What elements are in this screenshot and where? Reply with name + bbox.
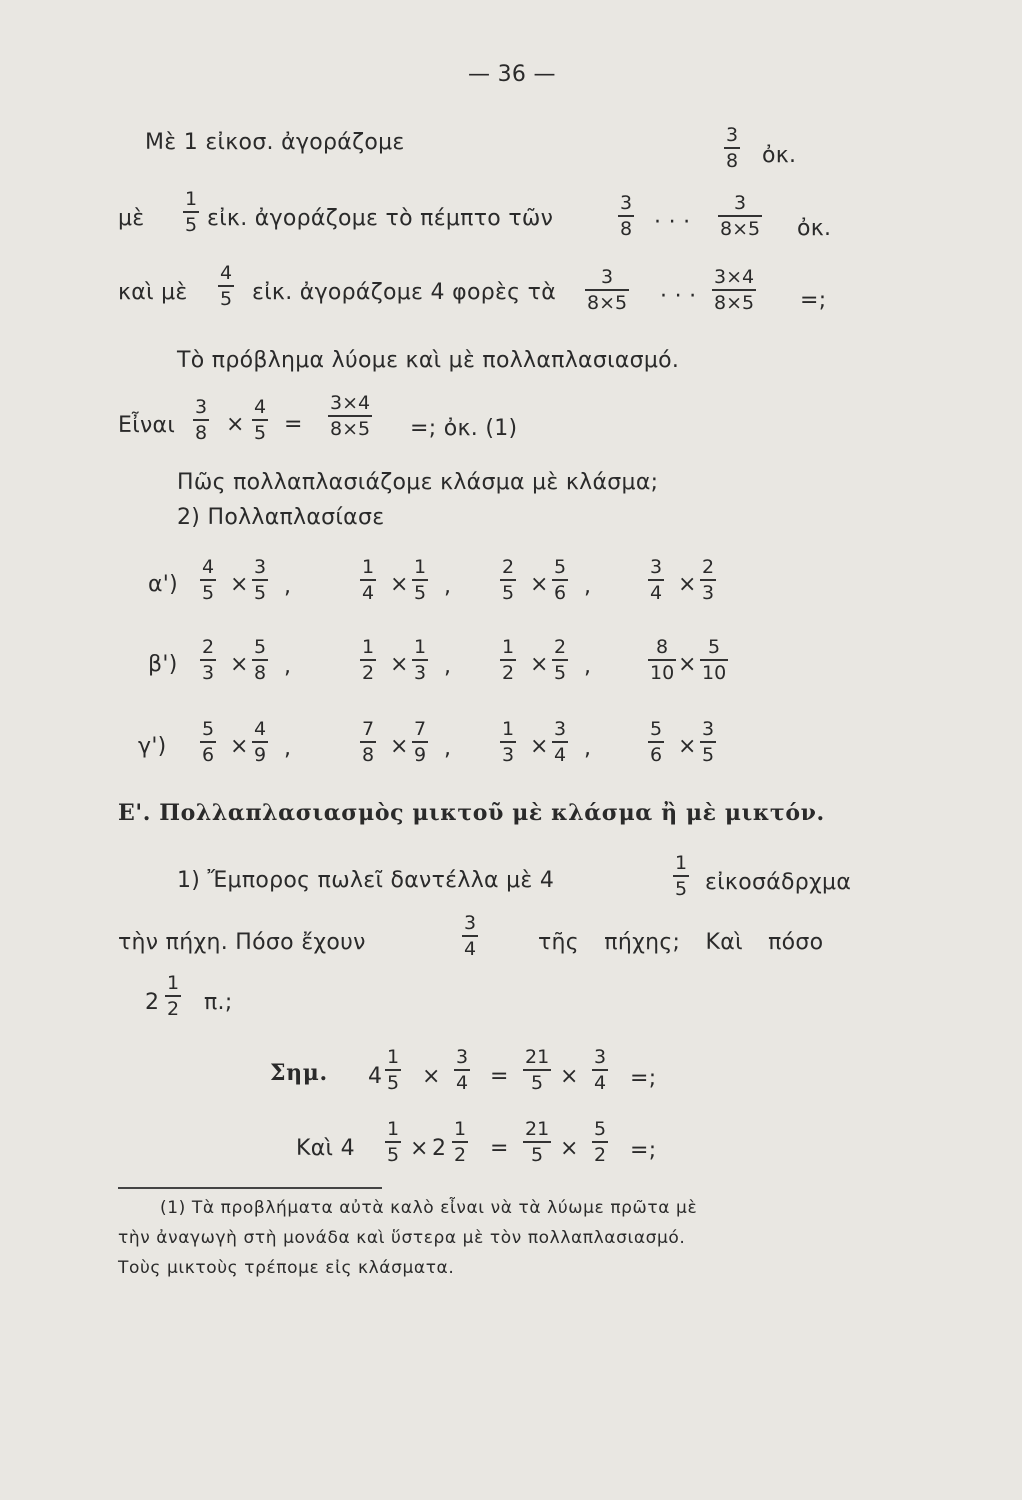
text-line-5-start: Εἶναι — [118, 413, 176, 438]
fraction — [385, 1046, 401, 1094]
denominator: 8×5 — [720, 217, 761, 240]
denominator: 5 — [531, 1143, 544, 1166]
denominator: 4 — [456, 1071, 469, 1094]
fraction — [592, 1046, 608, 1094]
text-line-3: εἰκ. ἀγοράζομε 4 φορὲς τὰ — [252, 280, 557, 305]
numerator: 1 — [362, 636, 375, 658]
numerator: 4 — [254, 718, 267, 740]
fraction — [523, 1046, 551, 1094]
numerator: 3 — [650, 556, 663, 578]
denominator: 10 — [702, 661, 727, 684]
fraction — [673, 852, 689, 900]
fraction — [724, 124, 740, 172]
denominator: 4 — [464, 937, 477, 960]
times-sign: × — [678, 572, 697, 597]
fraction — [648, 636, 676, 684]
denominator: 8 — [254, 661, 267, 684]
denominator: 10 — [650, 661, 675, 684]
unit-label: ὀκ. — [797, 216, 832, 241]
numerator: 1 — [502, 636, 515, 658]
numerator: 5 — [254, 636, 267, 658]
fraction — [165, 972, 181, 1020]
exercise-row-label: β') — [148, 652, 178, 677]
unit-label: ὀκ. — [762, 143, 797, 168]
denominator: 5 — [502, 581, 515, 604]
fraction — [500, 636, 516, 684]
fraction — [252, 556, 268, 604]
fraction — [412, 556, 428, 604]
fraction — [618, 192, 634, 240]
comma: , — [584, 574, 591, 599]
comma: , — [584, 654, 591, 679]
times-sign: × — [230, 734, 249, 759]
numerator: 2 — [202, 636, 215, 658]
numerator: 3×4 — [330, 392, 371, 414]
note-line-2: Καὶ 4 — [296, 1136, 355, 1161]
footnote-line-2: τὴν ἀναγωγὴ στὴ μονάδα καὶ ὕστερα μὲ τὸν πολλαπλασιασμό. — [118, 1228, 686, 1248]
numerator: 1 — [414, 556, 427, 578]
fraction — [462, 912, 478, 960]
fraction — [452, 1118, 468, 1166]
footnote-line-3: Τοὺς μικτοὺς τρέπομε εἰς κλάσματα. — [118, 1258, 455, 1278]
fraction — [700, 556, 716, 604]
page-number: — 36 — — [468, 62, 556, 87]
problem-line-1-end: εἰκοσάδρχμα — [705, 870, 852, 895]
numerator: 5 — [202, 718, 215, 740]
denominator: 5 — [254, 421, 267, 444]
equals-question: =; — [800, 288, 827, 313]
denominator: 2 — [594, 1143, 607, 1166]
denominator: 6 — [554, 581, 567, 604]
numerator: 5 — [594, 1118, 607, 1140]
denominator: 8 — [195, 421, 208, 444]
dots: · · · — [654, 210, 691, 235]
denominator: 5 — [414, 581, 427, 604]
text-line-2-start: μὲ — [118, 206, 145, 231]
numerator: 21 — [525, 1118, 550, 1140]
fraction — [328, 392, 372, 440]
denominator: 5 — [185, 213, 198, 236]
section-heading: Ε'. Πολλαπλασιασμὸς μικτοῦ μὲ κλάσμα ἢ μὲ μικτόν. — [118, 800, 825, 826]
numerator: 1 — [454, 1118, 467, 1140]
denominator: 4 — [650, 581, 663, 604]
denominator: 3 — [702, 581, 715, 604]
text-line-4: Τὸ πρόβλημα λύομε καὶ μὲ πολλαπλασιασμό. — [177, 348, 680, 373]
equals-sign: = — [490, 1136, 509, 1161]
numerator: 21 — [525, 1046, 550, 1068]
denominator: 5 — [387, 1071, 400, 1094]
fraction — [648, 556, 664, 604]
fraction — [360, 556, 376, 604]
times-sign: × — [530, 572, 549, 597]
text-line-2: εἰκ. ἀγοράζομε τὸ πέμπτο τῶν — [207, 206, 554, 231]
numerator: 1 — [167, 972, 180, 994]
mixed-whole: 2 — [432, 1136, 447, 1161]
comma: , — [284, 736, 291, 761]
fraction — [700, 636, 728, 684]
denominator: 9 — [414, 743, 427, 766]
denominator: 4 — [554, 743, 567, 766]
question-line: Πῶς πολλαπλασιάζομε κλάσμα μὲ κλάσμα; — [177, 470, 659, 495]
problem-line-2-end: τῆς πήχης; Καὶ πόσο — [538, 930, 824, 955]
comma: , — [444, 736, 451, 761]
denominator: 5 — [387, 1143, 400, 1166]
times-sign: × — [678, 652, 697, 677]
denominator: 4 — [362, 581, 375, 604]
numerator: 3 — [594, 1046, 607, 1068]
fraction — [252, 718, 268, 766]
fraction — [200, 636, 216, 684]
times-sign: × — [678, 734, 697, 759]
fraction — [500, 718, 516, 766]
numerator: 1 — [387, 1118, 400, 1140]
comma: , — [584, 736, 591, 761]
equals-sign: = — [284, 412, 303, 437]
text-line-3-start: καὶ μὲ — [118, 280, 188, 305]
numerator: 3 — [620, 192, 633, 214]
denominator: 8×5 — [714, 291, 755, 314]
denominator: 8×5 — [587, 291, 628, 314]
numerator: 1 — [387, 1046, 400, 1068]
numerator: 5 — [554, 556, 567, 578]
times-sign: × — [230, 572, 249, 597]
fraction — [500, 556, 516, 604]
fraction — [200, 718, 216, 766]
numerator: 3 — [254, 556, 267, 578]
times-sign: × — [422, 1064, 441, 1089]
denominator: 8 — [362, 743, 375, 766]
times-sign: × — [390, 572, 409, 597]
denominator: 5 — [202, 581, 215, 604]
equals-sign: = — [490, 1064, 509, 1089]
times-sign: × — [226, 412, 245, 437]
dots: · · · — [660, 284, 697, 309]
numerator: 3×4 — [714, 266, 755, 288]
times-sign: × — [530, 734, 549, 759]
fraction — [523, 1118, 551, 1166]
fraction — [712, 266, 756, 314]
denominator: 5 — [675, 877, 688, 900]
equals-question: =; — [630, 1138, 657, 1163]
times-sign: × — [230, 652, 249, 677]
numerator: 3 — [464, 912, 477, 934]
numerator: 3 — [456, 1046, 469, 1068]
denominator: 8 — [726, 149, 739, 172]
times-sign: × — [390, 652, 409, 677]
numerator: 5 — [708, 636, 721, 658]
fraction — [552, 556, 568, 604]
denominator: 9 — [254, 743, 267, 766]
numerator: 3 — [702, 718, 715, 740]
numerator: 1 — [675, 852, 688, 874]
comma: , — [444, 654, 451, 679]
denominator: 5 — [254, 581, 267, 604]
denominator: 3 — [502, 743, 515, 766]
numerator: 3 — [726, 124, 739, 146]
denominator: 5 — [554, 661, 567, 684]
exercise-title: 2) Πολλαπλασίασε — [177, 505, 385, 530]
numerator: 8 — [656, 636, 669, 658]
fraction — [385, 1118, 401, 1166]
numerator: 1 — [502, 718, 515, 740]
exercise-row-label: γ') — [138, 734, 167, 759]
fraction — [360, 718, 376, 766]
comma: , — [444, 574, 451, 599]
fraction — [552, 636, 568, 684]
comma: , — [284, 574, 291, 599]
numerator: 7 — [362, 718, 375, 740]
numerator: 3 — [554, 718, 567, 740]
fraction — [183, 188, 199, 236]
equals-question: =; ὀκ. (1) — [410, 416, 518, 441]
denominator: 3 — [414, 661, 427, 684]
fraction — [252, 636, 268, 684]
denominator: 5 — [531, 1071, 544, 1094]
fraction — [718, 192, 762, 240]
fraction — [592, 1118, 608, 1166]
numerator: 1 — [362, 556, 375, 578]
fraction — [252, 396, 268, 444]
denominator: 6 — [650, 743, 663, 766]
text-line-1: Μὲ 1 εἰκοσ. ἀγοράζομε — [145, 130, 405, 155]
numerator: 4 — [220, 262, 233, 284]
fraction — [360, 636, 376, 684]
denominator: 8 — [620, 217, 633, 240]
denominator: 2 — [502, 661, 515, 684]
denominator: 3 — [202, 661, 215, 684]
problem-line-3-end: π.; — [204, 990, 233, 1015]
fraction — [552, 718, 568, 766]
problem-line-3: 2 — [145, 990, 160, 1015]
fraction — [454, 1046, 470, 1094]
fraction — [218, 262, 234, 310]
numerator: 1 — [185, 188, 198, 210]
note-label: Σημ. — [270, 1060, 328, 1086]
fraction — [700, 718, 716, 766]
fraction — [648, 718, 664, 766]
numerator: 3 — [734, 192, 747, 214]
footnote-rule — [118, 1187, 382, 1189]
denominator: 2 — [362, 661, 375, 684]
fraction — [585, 266, 629, 314]
numerator: 2 — [502, 556, 515, 578]
denominator: 4 — [594, 1071, 607, 1094]
denominator: 5 — [702, 743, 715, 766]
denominator: 5 — [220, 287, 233, 310]
denominator: 8×5 — [330, 417, 371, 440]
equals-question: =; — [630, 1066, 657, 1091]
exercise-row-label: α') — [148, 572, 179, 597]
times-sign: × — [560, 1136, 579, 1161]
numerator: 1 — [414, 636, 427, 658]
numerator: 7 — [414, 718, 427, 740]
fraction — [412, 718, 428, 766]
numerator: 3 — [195, 396, 208, 418]
fraction — [200, 556, 216, 604]
denominator: 2 — [167, 997, 180, 1020]
fraction — [193, 396, 209, 444]
mixed-whole: 4 — [368, 1064, 383, 1089]
comma: , — [284, 654, 291, 679]
denominator: 2 — [454, 1143, 467, 1166]
times-sign: × — [390, 734, 409, 759]
numerator: 2 — [702, 556, 715, 578]
footnote-line-1: (1) Τὰ προβλήματα αὐτὰ καλὸ εἶναι νὰ τὰ λύωμε πρῶτα μὲ — [160, 1198, 698, 1218]
numerator: 4 — [254, 396, 267, 418]
fraction — [412, 636, 428, 684]
problem-line-1: 1) Ἔμπορος πωλεῖ δαντέλλα μὲ 4 — [177, 868, 555, 893]
denominator: 6 — [202, 743, 215, 766]
times-sign: × — [530, 652, 549, 677]
times-sign: × — [560, 1064, 579, 1089]
times-sign: × — [410, 1136, 429, 1161]
numerator: 5 — [650, 718, 663, 740]
numerator: 3 — [601, 266, 614, 288]
problem-line-2: τὴν πήχη. Πόσο ἔχουν — [118, 930, 366, 955]
numerator: 4 — [202, 556, 215, 578]
numerator: 2 — [554, 636, 567, 658]
